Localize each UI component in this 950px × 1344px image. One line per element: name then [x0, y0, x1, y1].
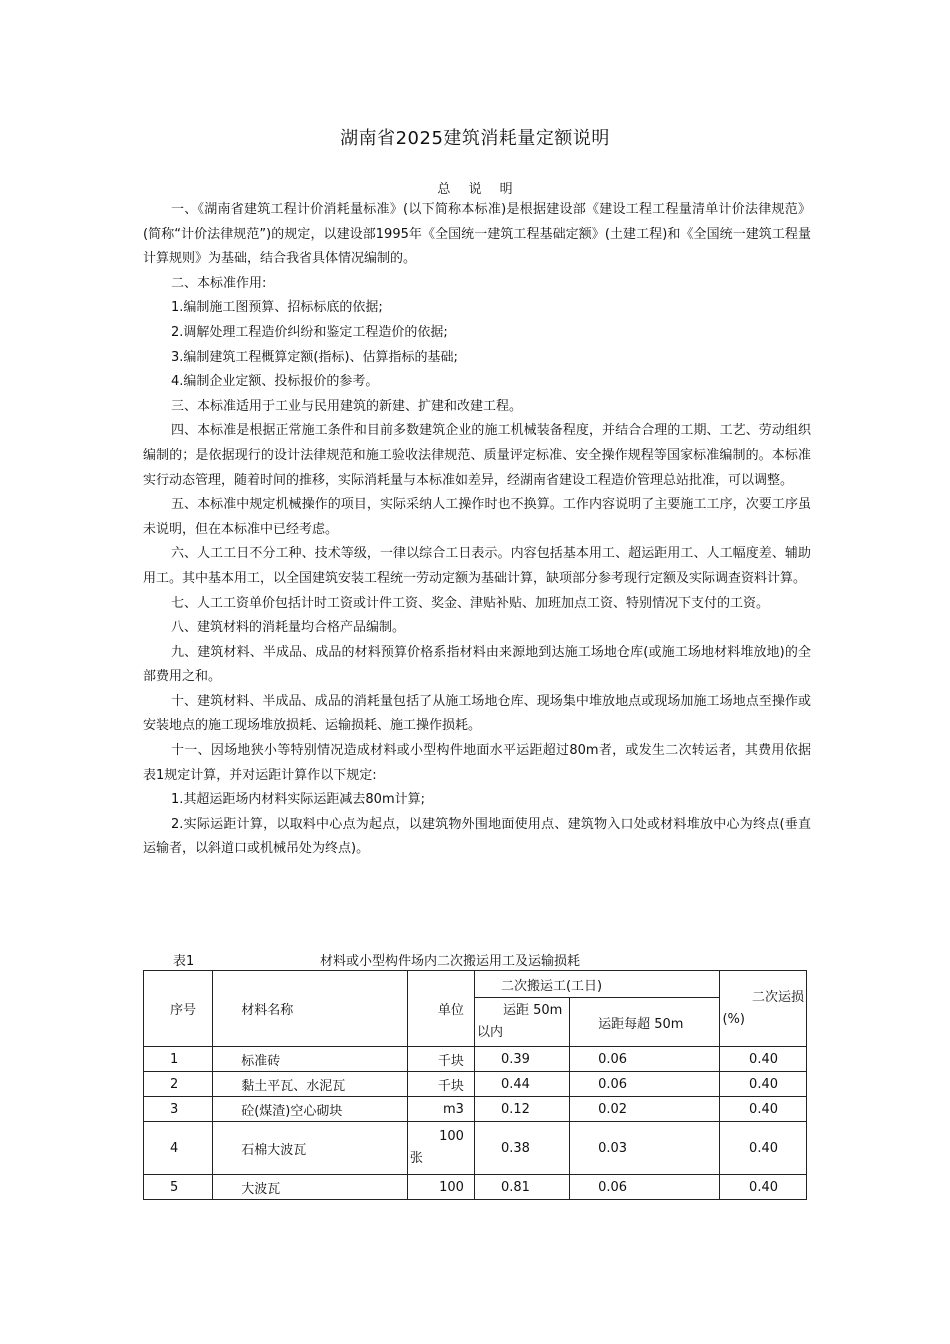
- header-per-extra: 运距每超 50m: [570, 998, 720, 1047]
- header-unit: 单位: [407, 971, 474, 1047]
- paragraph: 1.编制施工图预算、招标标底的依据;: [171, 300, 383, 316]
- cell-within: 0.81: [474, 1175, 569, 1200]
- paragraph: 3.编制建筑工程概算定额(指标)、估算指标的基础;: [171, 349, 458, 365]
- paragraph: 三、本标准适用于工业与民用建筑的新建、扩建和改建工程。: [171, 398, 523, 414]
- header-within-line2: 以内: [476, 1025, 503, 1040]
- cell-within: 0.38: [474, 1122, 569, 1175]
- header-within: [474, 998, 569, 1047]
- cell-within: 0.44: [474, 1072, 569, 1097]
- paragraph: 2.调解处理工程造价纠纷和鉴定工程造价的依据;: [171, 324, 448, 340]
- cell-loss: 0.40: [720, 1175, 807, 1200]
- cell-unit: m3: [407, 1097, 474, 1122]
- table-header-row: [144, 971, 807, 998]
- section-heading: 总 说 明: [437, 182, 513, 197]
- paragraph: 四、本标准是根据正常施工条件和目前多数建筑企业的施工机械装备程度，并结合合理的工期、工艺、劳动组织编制的；是依据现行的设计法律规范和施工验收法律规范、质量评定标准、安全操作规程等国家标准编制的。本标准实行动态管理，随着时间的推移，实际消耗量与本标准如差异，经湖南省建设工程造价管理总站批准，可以调整。: [143, 423, 811, 488]
- cell-unit: [407, 1122, 474, 1175]
- cell-unit-line2: 张: [409, 1151, 423, 1166]
- cell-per-extra: 0.06: [570, 1175, 720, 1200]
- cell-loss: 0.40: [720, 1047, 807, 1072]
- paragraph: 4.编制企业定额、投标报价的参考。: [171, 374, 379, 390]
- table-row: [144, 1072, 807, 1097]
- paragraph: 八、建筑材料的消耗量均合格产品编制。: [171, 620, 406, 636]
- cell-seq: 3: [144, 1097, 213, 1122]
- table-row: [144, 1175, 807, 1200]
- cell-loss: 0.40: [720, 1122, 807, 1175]
- cell-seq: 5: [144, 1175, 213, 1200]
- cell-seq: 1: [144, 1047, 213, 1072]
- paragraph: 九、建筑材料、半成品、成品的材料预算价格系指材料由来源地到达施工场地仓库(或施工场地材料堆放地)的全部费用之和。: [143, 644, 811, 685]
- cell-unit: 千块: [407, 1047, 474, 1072]
- paragraph: 十、建筑材料、半成品、成品的消耗量包括了从施工场地仓库、现场集中堆放地点或现场加施工场地点至操作或安装地点的施工现场堆放损耗、运输损耗、施工操作损耗。: [143, 693, 811, 734]
- header-seq: 序号: [144, 971, 213, 1047]
- table-label: 表1: [173, 954, 195, 969]
- cell-name: 标准砖: [213, 1047, 408, 1072]
- cell-per-extra: 0.06: [570, 1047, 720, 1072]
- header-group: 二次搬运工(工日): [474, 971, 720, 998]
- cell-unit-line1: 100: [439, 1129, 464, 1144]
- table-caption-text: 材料或小型构件场内二次搬运用工及运输损耗: [320, 954, 581, 969]
- cell-within: 0.39: [474, 1047, 569, 1072]
- cell-seq: 2: [144, 1072, 213, 1097]
- cell-per-extra: 0.03: [570, 1122, 720, 1175]
- document-title: 湖南省2025建筑消耗量定额说明: [340, 128, 610, 149]
- paragraph: 七、人工工资单价包括计时工资或计件工资、奖金、津贴补贴、加班加点工资、特别情况下支付的工资。: [171, 595, 770, 611]
- cell-unit: 100: [407, 1175, 474, 1200]
- header-loss: [720, 971, 807, 1047]
- header-within-line1: 运距 50m: [502, 1003, 563, 1018]
- cell-name: 石棉大波瓦: [213, 1122, 408, 1175]
- cell-within: 0.12: [474, 1097, 569, 1122]
- header-loss-line2: (%): [722, 1011, 745, 1027]
- paragraph: 1.其超运距场内材料实际运距减去80m计算;: [171, 792, 425, 808]
- table-caption: [143, 950, 811, 970]
- table-row: [144, 1122, 807, 1175]
- cell-per-extra: 0.06: [570, 1072, 720, 1097]
- body-text: [143, 198, 811, 862]
- paragraph: 五、本标准中规定机械操作的项目，实际采纳人工操作时也不换算。工作内容说明了主要施工工序，次要工序虽未说明，但在本标准中已经考虑。: [143, 497, 811, 537]
- paragraph: 2.实际运距计算，以取料中心点为起点，以建筑物外围地面使用点、建筑物入口处或材料堆放中心为终点(垂直运输者，以斜道口或机械吊处为终点)。: [143, 816, 811, 857]
- cell-loss: 0.40: [720, 1072, 807, 1097]
- header-name: 材料名称: [213, 971, 408, 1047]
- cell-loss: 0.40: [720, 1097, 807, 1122]
- paragraph: 一、《湖南省建筑工程计价消耗量标准》(以下简称本标准)是根据建设部《建设工程工程量清单计价法律规范》(简称“计价法律规范”)的规定，以建设部1995年《全国统一建筑工程基础定额》(土建工程)和《全国统一建筑工程量计算规则》为基础，结合我省具体情况编制的。: [143, 202, 811, 267]
- paragraph: 六、人工工日不分工种、技术等级，一律以综合工日表示。内容包括基本用工、超运距用工、人工幅度差、辅助用工。其中基本用工，以全国建筑安装工程统一劳动定额为基础计算，缺项部分参考现行定额及实际调查资料计算。: [143, 546, 811, 586]
- cell-name: 砼(煤渣)空心砌块: [213, 1097, 408, 1122]
- cell-unit: 千块: [407, 1072, 474, 1097]
- cell-name: 大波瓦: [213, 1175, 408, 1200]
- cell-per-extra: 0.02: [570, 1097, 720, 1122]
- paragraph: 十一、因场地狭小等特别情况造成材料或小型构件地面水平运距超过80m者，或发生二次转运者，其费用依据表1规定计算，并对运距计算作以下规定:: [143, 743, 811, 783]
- cell-name: 黏土平瓦、水泥瓦: [213, 1072, 408, 1097]
- material-transport-table: [143, 970, 807, 1200]
- header-loss-line1: 二次运损: [751, 989, 804, 1005]
- table-row: [144, 1097, 807, 1122]
- cell-seq: 4: [144, 1122, 213, 1175]
- table-row: [144, 1047, 807, 1072]
- paragraph: 二、本标准作用:: [171, 275, 267, 291]
